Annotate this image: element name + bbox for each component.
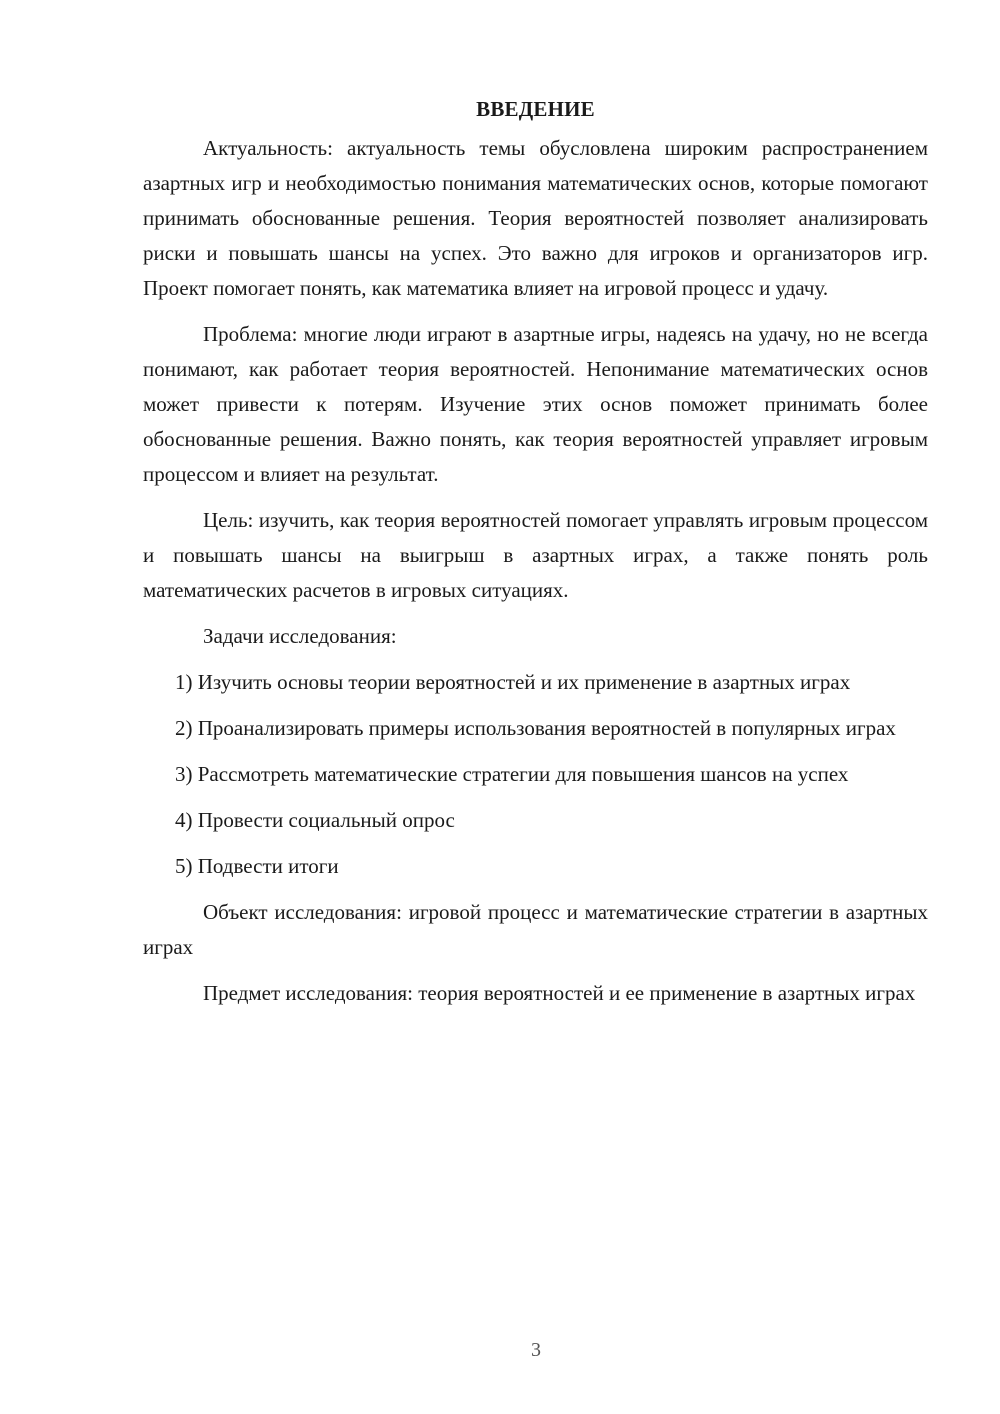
tasks-title: Задачи исследования: xyxy=(203,624,397,648)
relevance-paragraph: Актуальность: актуальность темы обусловлена широким распространением азартных игр и необходимостью понимания математических основ, которые помогают принимать обоснованные решения. Теория вероятностей позволяет анализировать риски и повышать шансы на успех. Это важно для игроков и организаторов игр. Проект помогает понять, как математика влияет на игровой процесс и удачу. xyxy=(143,136,928,300)
object-paragraph: Объект исследования: игровой процесс и математические стратегии в азартных играх xyxy=(143,900,928,959)
problem-paragraph: Проблема: многие люди играют в азартные игры, надеясь на удачу, но не всегда понимают, как работает теория вероятностей. Непонимание математических основ может привести к потерям. Изучение этих основ поможет принимать более обоснованные решения. Важно понять, как теория вероятностей управляет игровым процессом и влияет на результат. xyxy=(143,322,928,486)
section-heading: ВВЕДЕНИЕ xyxy=(476,97,595,121)
task-item-2: 2) Проанализировать примеры использования вероятностей в популярных играх xyxy=(175,716,896,740)
goal-paragraph: Цель: изучить, как теория вероятностей помогает управлять игровым процессом и повышать шансы на выигрыш в азартных играх, а также понять роль математических расчетов в игровых ситуациях. xyxy=(143,508,928,602)
page-number: 3 xyxy=(531,1339,541,1361)
task-item-1: 1) Изучить основы теории вероятностей и их применение в азартных играх xyxy=(175,670,851,694)
task-list xyxy=(143,665,928,884)
task-item-5: 5) Подвести итоги xyxy=(175,854,339,878)
task-item-3: 3) Рассмотреть математические стратегии для повышения шансов на успех xyxy=(175,762,849,786)
subject-paragraph: Предмет исследования: теория вероятностей и ее применение в азартных играх xyxy=(203,981,916,1005)
page-content xyxy=(143,92,928,1022)
task-item-4: 4) Провести социальный опрос xyxy=(175,808,455,832)
